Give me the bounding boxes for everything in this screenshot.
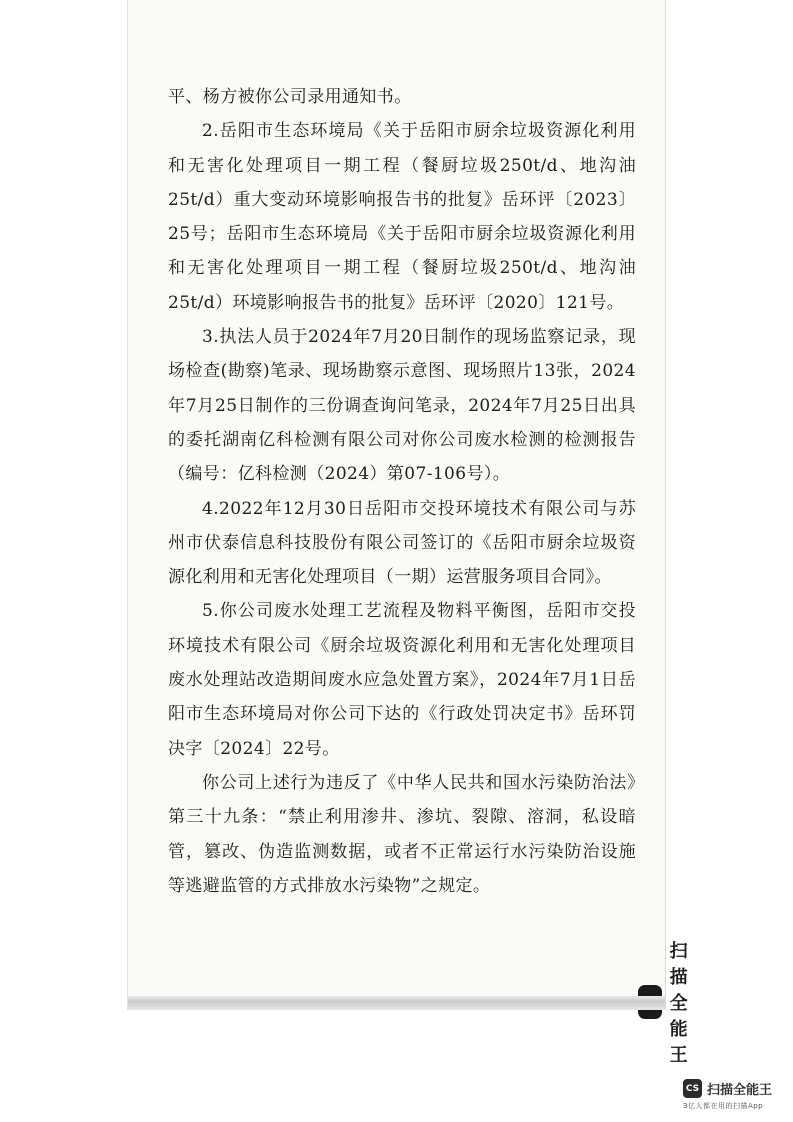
page-bottom-edge: [128, 996, 665, 1010]
watermark-tagline: 3亿人都在用的扫描App: [683, 1102, 764, 1110]
paragraph-item-4: 4.2022年12月30日岳阳市交投环境技术有限公司与苏州市伏泰信息科技股份有限公司签订的《岳阳市厨余垃圾资源化利用和无害化处理项目（一期）运营服务项目合同》。: [168, 498, 636, 588]
scanned-page: [128, 0, 688, 1066]
watermark-name: 扫描全能王: [707, 1083, 773, 1098]
paragraph-item-5: 5.你公司废水处理工艺流程及物料平衡图，岳阳市交投环境技术有限公司《厨余垃圾资源化利用和无害化处理项目废水处理站改造期间废水应急处置方案》，2024年7月1日岳阳市生态环境局对你公司下达的《行政处罚决定书》岳环罚决字〔2024〕22号。: [168, 601, 636, 759]
watermark-logo-icon: CS: [683, 1079, 702, 1098]
paragraph-continuation: 平、杨方被你公司录用通知书。: [168, 87, 412, 107]
paragraph-violation: 你公司上述行为违反了《中华人民共和国水污染防治法》第三十九条：“禁止利用渗井、渗坑、裂隙、溶洞，私设暗管，篡改、伪造监测数据，或者不正常运行水污染防治设施等逃避监管的方式排放水污染物”之规定。: [168, 772, 636, 896]
paragraph-item-2: 2.岳阳市生态环境局《关于岳阳市厨余垃圾资源化利用和无害化处理项目一期工程（餐厨垃圾250t/d、地沟油25t/d）重大变动环境影响报告书的批复》岳环评〔2023〕25号；岳阳市生态环境局《关于岳阳市厨余垃圾资源化利用和无害化处理项目一期工程（餐厨垃圾250t/d、地沟油25t/d）环境影响报告书的批复》岳环评〔2020〕121号。: [168, 121, 636, 313]
watermark: [683, 1079, 783, 1111]
scanner-badge-name: 扫描全能王: [669, 941, 688, 1066]
paragraph-item-3: 3.执法人员于2024年7月20日制作的现场监察记录，现场检查(勘察)笔录、现场勘察示意图、现场照片13张，2024年7月25日制作的三份调查询问笔录，2024年7月25日出具的委托湖南亿科检测有限公司对你公司废水检测的检测报告（编号：亿科检测（2024）第07-106号）。: [168, 327, 636, 485]
document-body: [168, 80, 636, 903]
